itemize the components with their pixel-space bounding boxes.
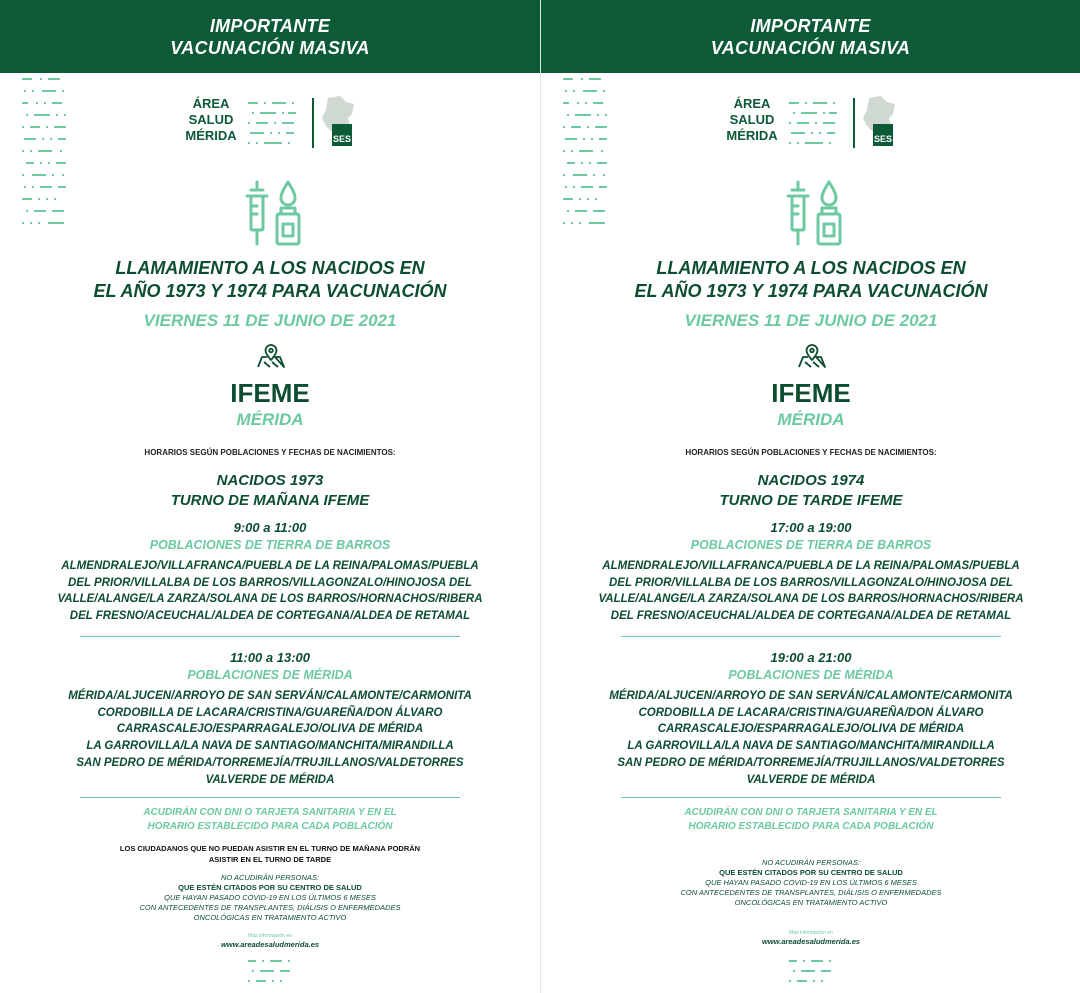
town-list <box>541 688 1080 788</box>
exclusions-heading: NO ACUDIRÁN PERSONAS: <box>761 858 861 867</box>
town-line: DEL PRIOR/VILLALBA DE LOS BARROS/VILLAGONZALO/HINOJOSA DEL <box>67 576 472 589</box>
notice-line-2: HORARIO ESTABLECIDO PARA CADA POBLACIÓN <box>147 821 393 832</box>
notice-line-2: HORARIO ESTABLECIDO PARA CADA POBLACIÓN <box>688 821 934 832</box>
exclusions-heading: NO ACUDIRÁN PERSONAS: <box>220 873 320 882</box>
logo-line-1: ÁREA <box>192 96 230 111</box>
exclusions-line: CON ANTECEDENTES DE TRANSPLANTES, DIÁLISIS O ENFERMEDADES <box>139 903 401 912</box>
logo-text <box>180 96 242 144</box>
venue-name: IFEME <box>230 378 310 408</box>
more-info <box>0 932 540 950</box>
area-salud-merida-logo <box>721 96 901 152</box>
town-line: VALVERDE DE MÉRIDA <box>205 773 335 786</box>
dot-pattern-decoration <box>248 958 292 990</box>
venue-name: IFEME <box>771 378 851 408</box>
turn-line-2: TURNO DE MAÑANA IFEME <box>170 492 370 509</box>
town-line: CORDOBILLA DE LACARA/CRISTINA/GUAREÑA/DON ÁLVARO <box>97 706 443 719</box>
website-link[interactable]: www.areadesaludmerida.es <box>220 940 320 949</box>
exclusions-line: QUE HAYAN PASADO COVID-19 EN LOS ÚLTIMOS 6 MESES <box>164 893 376 902</box>
town-line: ALMENDRALEJO/VILLAFRANCA/PUEBLA DE LA REINA/PALOMAS/PUEBLA <box>602 560 1020 572</box>
poster-afternoon <box>540 0 1080 993</box>
exclusions-line: QUE ESTÉN CITADOS POR SU CENTRO DE SALUD <box>719 868 903 877</box>
town-line: CARRASCALEJO/ESPARRAGALEJO/OLIVA DE MÉRIDA <box>657 723 965 736</box>
venue-city: MÉRIDA <box>777 410 845 429</box>
logo-line-2: SALUD <box>729 112 775 127</box>
logo-line-2: SALUD <box>188 112 234 127</box>
logo-line-1: ÁREA <box>733 96 771 111</box>
town-line: SAN PEDRO DE MÉRIDA/TORREMEJÍA/TRUJILLANOS/VALDETORRES <box>76 756 464 769</box>
town-list <box>0 688 540 788</box>
poster-header <box>0 0 540 73</box>
slot-block-1 <box>0 520 540 625</box>
slot-block-2 <box>0 650 540 788</box>
turn-line-1: NACIDOS 1974 <box>757 472 865 489</box>
town-list <box>541 558 1080 625</box>
exclusions-line: CON ANTECEDENTES DE TRANSPLANTES, DIÁLISIS O ENFERMEDADES <box>680 888 942 897</box>
town-line: CARRASCALEJO/ESPARRAGALEJO/OLIVA DE MÉRIDA <box>116 723 424 736</box>
poster-header <box>541 0 1080 73</box>
logo-text <box>721 96 783 144</box>
exclusions-line: ONCOLÓGICAS EN TRATAMIENTO ACTIVO <box>734 898 888 907</box>
turn-heading <box>541 471 1080 511</box>
header-line-2: VACUNACIÓN MASIVA <box>170 37 370 58</box>
town-line: DEL FRESNO/ACEUCHAL/ALDEA DE CORTEGANA/ALDEA DE RETAMAL <box>610 610 1012 623</box>
town-line: DEL PRIOR/VILLALBA DE LOS BARROS/VILLAGONZALO/HINOJOSA DEL <box>608 576 1013 589</box>
header-line-1: IMPORTANTE <box>750 15 871 36</box>
town-line: MÉRIDA/ALJUCEN/ARROYO DE SAN SERVÁN/CALAMONTE/CARMONITA <box>609 690 1013 702</box>
slot-time: 17:00 a 19:00 <box>770 520 852 535</box>
slot-time: 11:00 a 13:00 <box>230 650 310 665</box>
venue-city: MÉRIDA <box>236 410 304 429</box>
town-line: VALVERDE DE MÉRIDA <box>746 773 876 786</box>
exclusions-line: ONCOLÓGICAS EN TRATAMIENTO ACTIVO <box>193 913 347 922</box>
id-notice <box>541 806 1080 834</box>
id-notice <box>0 806 540 834</box>
vaccine-syringe-vial-icon <box>243 180 303 246</box>
dot-pattern-decoration <box>789 958 833 990</box>
slot-zone: POBLACIONES DE MÉRIDA <box>187 668 353 682</box>
extra-line-1: LOS CIUDADANOS QUE NO PUEDAN ASISTIR EN EL TURNO DE MAÑANA PODRÁN <box>119 844 421 853</box>
location-map-icon <box>256 343 286 369</box>
call-title <box>541 257 1080 303</box>
town-line: MÉRIDA/ALJUCEN/ARROYO DE SAN SERVÁN/CALAMONTE/CARMONITA <box>68 690 472 702</box>
slot-block-1 <box>541 520 1080 625</box>
more-info <box>541 929 1080 947</box>
divider-line <box>621 797 1001 798</box>
exclusions <box>541 858 1080 908</box>
logo-dots-icon <box>248 100 298 146</box>
website-link[interactable]: www.areadesaludmerida.es <box>761 937 861 946</box>
town-line: LA GARROVILLA/LA NAVA DE SANTIAGO/MANCHITA/MIRANDILLA <box>86 740 454 753</box>
area-salud-merida-logo <box>180 96 360 152</box>
event-date: VIERNES 11 DE JUNIO DE 2021 <box>143 311 397 330</box>
title-line-2: EL AÑO 1973 Y 1974 PARA VACUNACIÓN <box>634 281 988 301</box>
town-line: LA GARROVILLA/LA NAVA DE SANTIAGO/MANCHITA/MIRANDILLA <box>627 740 995 753</box>
notice-line-1: ACUDIRÁN CON DNI O TARJETA SANITARIA Y EN EL <box>143 807 397 818</box>
town-line: VALLE/ALANGE/LA ZARZA/SOLANA DE LOS BARROS/HORNACHOS/RIBERA <box>598 593 1024 606</box>
logo-divider <box>312 98 314 148</box>
exclusions <box>0 873 540 923</box>
title-line-1: LLAMAMIENTO A LOS NACIDOS EN <box>656 258 966 278</box>
logo-line-3: MÉRIDA <box>726 128 778 143</box>
turn-heading <box>0 471 540 511</box>
more-info-label: Más información en <box>248 933 292 939</box>
call-title <box>0 257 540 303</box>
town-line: VALLE/ALANGE/LA ZARZA/SOLANA DE LOS BARROS/HORNACHOS/RIBERA <box>57 593 483 606</box>
extra-line-2: ASISTIR EN EL TURNO DE TARDE <box>208 855 332 864</box>
title-line-2: EL AÑO 1973 Y 1974 PARA VACUNACIÓN <box>93 281 447 301</box>
vaccine-syringe-vial-icon <box>784 180 844 246</box>
divider-line <box>80 636 460 637</box>
turn-line-2: TURNO DE TARDE IFEME <box>719 492 903 509</box>
logo-dots-icon <box>789 100 839 146</box>
ses-badge: SES <box>873 134 892 144</box>
event-date: VIERNES 11 DE JUNIO DE 2021 <box>684 311 938 330</box>
dot-pattern-decoration <box>22 78 68 224</box>
schedule-intro: HORARIOS SEGÚN POBLACIONES Y FECHAS DE NACIMIENTOS: <box>144 448 396 457</box>
afternoon-option-note <box>0 843 540 865</box>
location-map-icon <box>797 343 827 369</box>
ses-badge: SES <box>332 134 351 144</box>
slot-time: 19:00 a 21:00 <box>770 650 852 665</box>
exclusions-line: QUE HAYAN PASADO COVID-19 EN LOS ÚLTIMOS 6 MESES <box>705 878 917 887</box>
exclusions-line: QUE ESTÉN CITADOS POR SU CENTRO DE SALUD <box>178 883 362 892</box>
logo-line-3: MÉRIDA <box>185 128 237 143</box>
title-line-1: LLAMAMIENTO A LOS NACIDOS EN <box>115 258 425 278</box>
logo-divider <box>853 98 855 148</box>
town-line: SAN PEDRO DE MÉRIDA/TORREMEJÍA/TRUJILLANOS/VALDETORRES <box>617 756 1005 769</box>
more-info-label: Más información en <box>789 930 833 936</box>
header-line-2: VACUNACIÓN MASIVA <box>710 37 911 58</box>
divider-line <box>621 636 1001 637</box>
dot-pattern-decoration <box>563 78 609 224</box>
turn-line-1: NACIDOS 1973 <box>216 472 324 489</box>
slot-time: 9:00 a 11:00 <box>233 520 307 535</box>
town-line: ALMENDRALEJO/VILLAFRANCA/PUEBLA DE LA REINA/PALOMAS/PUEBLA <box>61 560 479 572</box>
slot-zone: POBLACIONES DE MÉRIDA <box>728 668 894 682</box>
notice-line-1: ACUDIRÁN CON DNI O TARJETA SANITARIA Y EN EL <box>684 807 938 818</box>
slot-zone: POBLACIONES DE TIERRA DE BARROS <box>149 538 391 552</box>
schedule-intro: HORARIOS SEGÚN POBLACIONES Y FECHAS DE NACIMIENTOS: <box>685 448 937 457</box>
slot-block-2 <box>541 650 1080 788</box>
town-line: DEL FRESNO/ACEUCHAL/ALDEA DE CORTEGANA/ALDEA DE RETAMAL <box>69 610 471 623</box>
town-list <box>0 558 540 625</box>
divider-line <box>80 797 460 798</box>
slot-zone: POBLACIONES DE TIERRA DE BARROS <box>690 538 932 552</box>
town-line: CORDOBILLA DE LACARA/CRISTINA/GUAREÑA/DON ÁLVARO <box>638 706 984 719</box>
header-line-1: IMPORTANTE <box>209 15 331 36</box>
